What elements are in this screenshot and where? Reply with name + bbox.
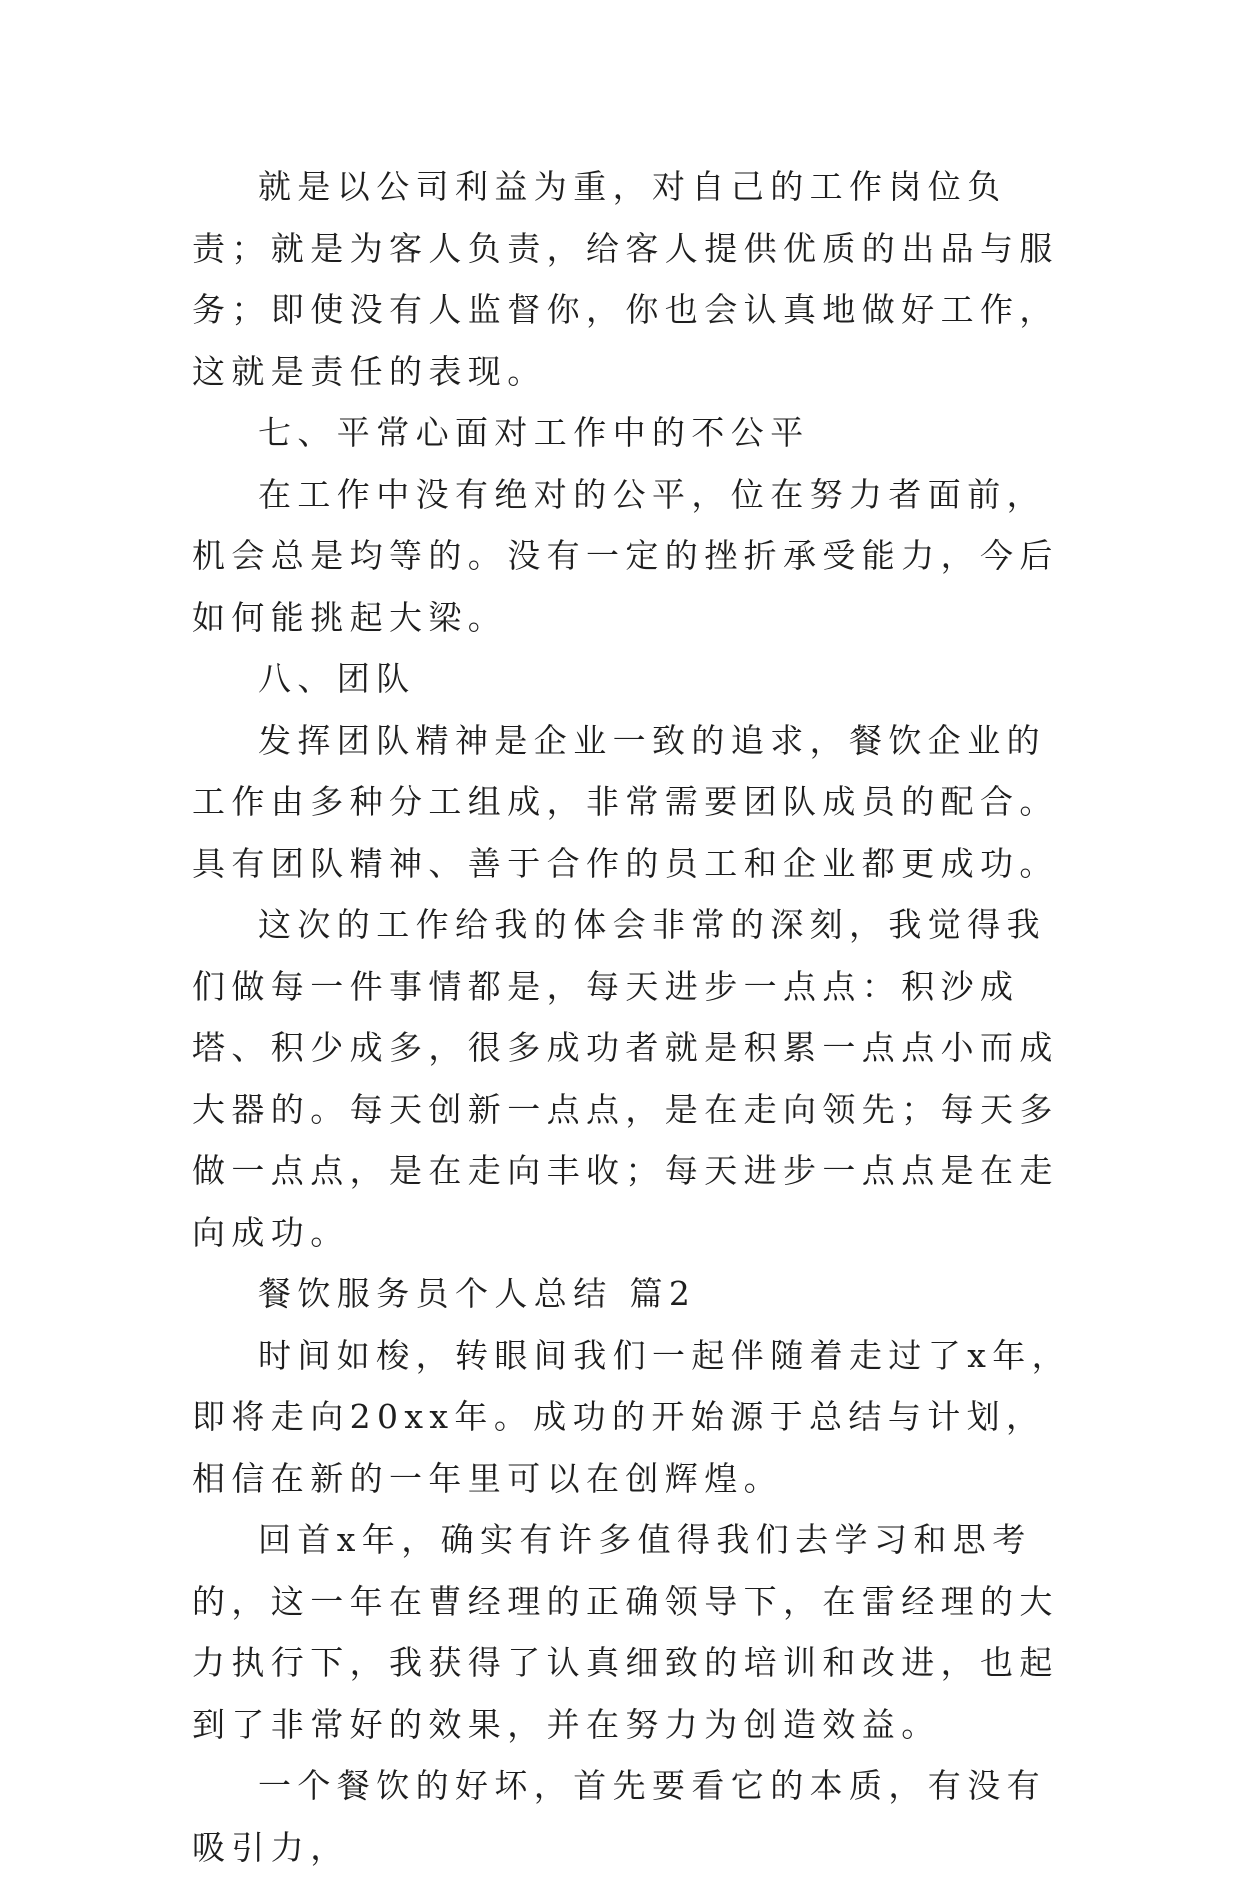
paragraph-reflection: 这次的工作给我的体会非常的深刻，我觉得我们做每一件事情都是，每天进步一点点：积沙成塔、积少成多，很多成功者就是积累一点点小而成大器的。每天创新一点点，是在走向领先；每天多做一点点，是在走向丰收；每天进步一点点是在走向成功。 — [192, 905, 1059, 1252]
paragraph-restaurant-quality: 一个餐饮的好坏，首先要看它的本质，有没有吸引力， — [192, 1766, 1046, 1867]
paragraph-time: 时间如梭，转眼间我们一起伴随着走过了x年，即将走向20xx年。成功的开始源于总结与计划，相信在新的一年里可以在创辉煌。 — [192, 1335, 1072, 1498]
paragraph-team: 发挥团队精神是企业一致的追求，餐饮企业的工作由多种分工组成，非常需要团队成员的配合。具有团队精神、善于合作的员工和企业都更成功。 — [192, 720, 1059, 883]
section-heading-team: 八、团队 — [258, 659, 416, 698]
article-title-part-2: 餐饮服务员个人总结 篇2 — [258, 1274, 697, 1313]
document-body — [192, 156, 1072, 1878]
paragraph-fairness: 在工作中没有绝对的公平，位在努力者面前，机会总是均等的。没有一定的挫折承受能力，今后如何能挑起大梁。 — [192, 474, 1059, 637]
paragraph-responsibility: 就是以公司利益为重，对自己的工作岗位负责；就是为客人负责，给客人提供优质的出品与服务；即使没有人监督你，你也会认真地做好工作，这就是责任的表现。 — [192, 167, 1059, 391]
section-heading-fairness: 七、平常心面对工作中的不公平 — [258, 413, 810, 452]
paragraph-review: 回首x年，确实有许多值得我们去学习和思考的，这一年在曹经理的正确领导下，在雷经理的大力执行下，我获得了认真细致的培训和改进，也起到了非常好的效果，并在努力为创造效益。 — [192, 1520, 1059, 1744]
